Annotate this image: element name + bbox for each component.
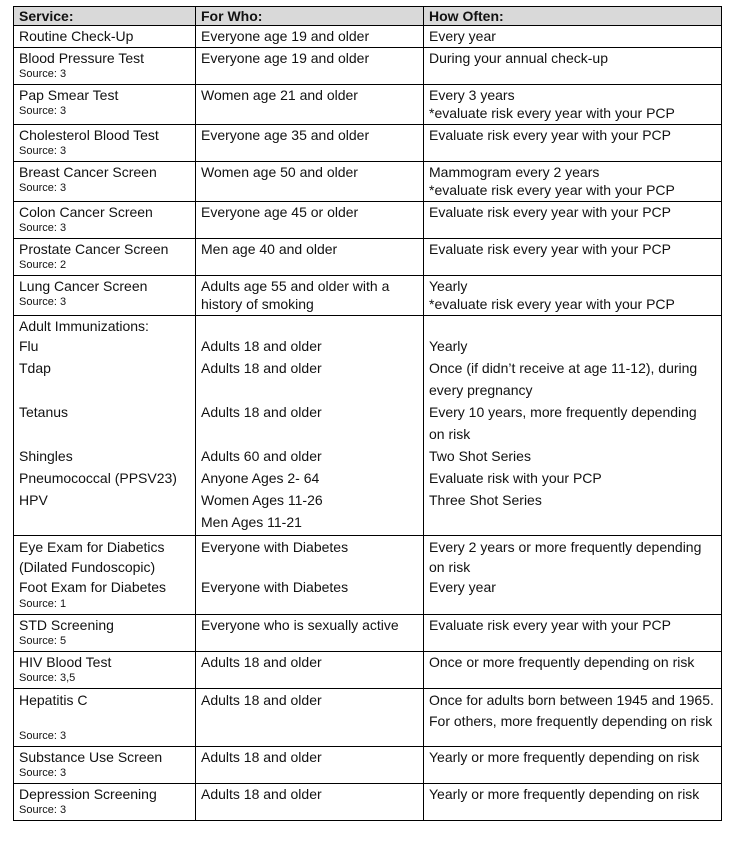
immunization-name: Tetanus: [19, 404, 69, 420]
service-cell: [14, 85, 196, 125]
immunization-name: Shingles: [19, 448, 73, 464]
foot-exam-service: Foot Exam for Diabetes: [19, 579, 167, 595]
service-name: Routine Check-Up: [19, 28, 134, 44]
foot-exam-how-often: Every year: [429, 579, 496, 595]
how-often-cell: Evaluate risk every year with your PCP: [424, 125, 722, 162]
how-often-note: *evaluate risk every year with your PCP: [429, 296, 675, 312]
source-note: Source: 3: [19, 804, 67, 816]
service-cell: [14, 26, 196, 48]
how-often-cell: Evaluate risk every year with your PCP: [424, 615, 722, 652]
immunization-how-often: Once (if didn’t receive at age 11-12), during every pregnancy: [429, 360, 698, 398]
service-name: Depression Screening: [19, 786, 157, 802]
how-often-note: *evaluate risk every year with your PCP: [429, 105, 675, 121]
table-row: [14, 162, 722, 202]
service-name: HIV Blood Test: [19, 654, 112, 670]
service-name: Prostate Cancer Screen: [19, 241, 169, 257]
table-row: [14, 276, 722, 316]
service-name: Blood Pressure Test: [19, 50, 145, 66]
service-name: STD Screening: [19, 617, 114, 633]
service-name: Colon Cancer Screen: [19, 204, 153, 220]
service-name: Breast Cancer Screen: [19, 164, 157, 180]
service-cell: [14, 784, 196, 821]
table-row: [14, 239, 722, 276]
immunization-how-often: Every 10 years, more frequently depending on risk: [429, 404, 697, 442]
immunization-for-who: Anyone Ages 2- 64: [201, 470, 320, 486]
how-often-cell: [424, 316, 722, 536]
for-who-cell: Women age 21 and older: [196, 85, 424, 125]
table-row: [14, 615, 722, 652]
header-how-often: How Often:: [424, 7, 722, 26]
immunization-how-often: Evaluate risk with your PCP: [429, 470, 602, 486]
immunization-for-who: Adults 60 and older: [201, 448, 322, 464]
source-note: Source: 3: [19, 182, 67, 194]
service-cell: [14, 652, 196, 689]
table-row: [14, 784, 722, 821]
source-note: Source: 3: [19, 105, 67, 117]
table-row: [14, 747, 722, 784]
for-who-cell: Everyone who is sexually active: [196, 615, 424, 652]
immunization-name: Tdap: [19, 360, 51, 376]
immunization-how-often: Yearly: [429, 338, 468, 354]
source-note: Source: 3: [19, 767, 67, 779]
source-note: Source: 3,5: [19, 672, 76, 684]
how-often-cell: [424, 162, 722, 202]
header-service: Service:: [14, 7, 196, 26]
service-cell: [14, 239, 196, 276]
table-row: [14, 125, 722, 162]
source-note: Source: 3: [19, 145, 67, 157]
for-who-cell: Everyone age 35 and older: [196, 125, 424, 162]
header-row: [14, 7, 722, 26]
how-often-cell: [424, 276, 722, 316]
how-often-cell: Yearly or more frequently depending on risk: [424, 747, 722, 784]
immunizations-title: Adult Immunizations:: [19, 318, 149, 334]
service-cell: [14, 48, 196, 85]
service-name: Cholesterol Blood Test: [19, 127, 159, 143]
for-who-cell: [196, 316, 424, 536]
table-row: [14, 26, 722, 48]
how-often-cell: Every year: [424, 26, 722, 48]
how-often-cell: Evaluate risk every year with your PCP: [424, 239, 722, 276]
for-who-cell: [196, 536, 424, 615]
for-who-cell: Adults age 55 and older with a history of smoking: [196, 276, 424, 316]
immunization-how-often: Two Shot Series: [429, 448, 531, 464]
service-cell: [14, 202, 196, 239]
source-note: Source: 3: [19, 222, 67, 234]
eye-exam-for-who: Everyone with Diabetes: [201, 539, 349, 555]
service-cell: [14, 536, 196, 615]
for-who-cell: Men age 40 and older: [196, 239, 424, 276]
service-name: Substance Use Screen: [19, 749, 163, 765]
table-row: [14, 689, 722, 747]
service-name: Hepatitis C: [19, 692, 88, 708]
immunization-name: Flu: [19, 338, 39, 354]
eye-exam-service: Eye Exam for Diabetics (Dilated Fundoscopic): [19, 539, 165, 575]
for-who-cell: Adults 18 and older: [196, 747, 424, 784]
source-note: Source: 3: [19, 730, 67, 742]
service-cell: [14, 747, 196, 784]
table-row: [14, 48, 722, 85]
for-who-cell: Everyone age 19 and older: [196, 26, 424, 48]
preventive-care-table: [13, 6, 722, 821]
eye-exam-how-often: Every 2 years or more frequently depending on risk: [429, 539, 702, 575]
table-row: [14, 652, 722, 689]
immunization-for-who: Men Ages 11-21: [201, 514, 302, 530]
source-note: Source: 3: [19, 296, 67, 308]
immunization-for-who: Adults 18 and older: [201, 360, 322, 376]
service-cell: [14, 125, 196, 162]
how-often-cell: Once for adults born between 1945 and 1965. For others, more frequently depending on risk: [424, 689, 722, 747]
for-who-cell: Women age 50 and older: [196, 162, 424, 202]
for-who-cell: Everyone age 19 and older: [196, 48, 424, 85]
diabetic-row: [14, 536, 722, 615]
service-cell: [14, 615, 196, 652]
service-name: Pap Smear Test: [19, 87, 119, 103]
immunization-name: HPV: [19, 492, 48, 508]
immunization-for-who: Adults 18 and older: [201, 338, 322, 354]
how-often-cell: Yearly or more frequently depending on risk: [424, 784, 722, 821]
for-who-cell: Adults 18 and older: [196, 652, 424, 689]
immunization-for-who: Adults 18 and older: [201, 404, 322, 420]
immunization-how-often: Three Shot Series: [429, 492, 542, 508]
source-note: Source: 5: [19, 635, 67, 647]
how-often-line: Every 3 years: [429, 87, 515, 103]
how-often-line: Yearly: [429, 278, 468, 294]
service-cell: [14, 162, 196, 202]
immunization-name: Pneumococcal (PPSV23): [19, 470, 177, 486]
how-often-note: *evaluate risk every year with your PCP: [429, 182, 675, 198]
service-cell: [14, 276, 196, 316]
table-row: [14, 85, 722, 125]
for-who-cell: Adults 18 and older: [196, 784, 424, 821]
source-note: Source: 3: [19, 68, 67, 80]
source-note: Source: 1: [19, 598, 67, 610]
how-often-cell: Evaluate risk every year with your PCP: [424, 202, 722, 239]
foot-exam-for-who: Everyone with Diabetes: [201, 579, 349, 595]
for-who-cell: Adults 18 and older: [196, 689, 424, 747]
service-cell: [14, 316, 196, 536]
service-cell: [14, 689, 196, 747]
service-name: Lung Cancer Screen: [19, 278, 148, 294]
how-often-cell: Once or more frequently depending on risk: [424, 652, 722, 689]
how-often-cell: [424, 536, 722, 615]
source-note: Source: 2: [19, 259, 67, 271]
header-for-who: For Who:: [196, 7, 424, 26]
immunization-for-who: Women Ages 11-26: [201, 492, 323, 508]
how-often-line: Mammogram every 2 years: [429, 164, 600, 180]
for-who-cell: Everyone age 45 or older: [196, 202, 424, 239]
how-often-cell: [424, 85, 722, 125]
table-row: [14, 202, 722, 239]
how-often-cell: During your annual check-up: [424, 48, 722, 85]
immunizations-row: [14, 316, 722, 536]
